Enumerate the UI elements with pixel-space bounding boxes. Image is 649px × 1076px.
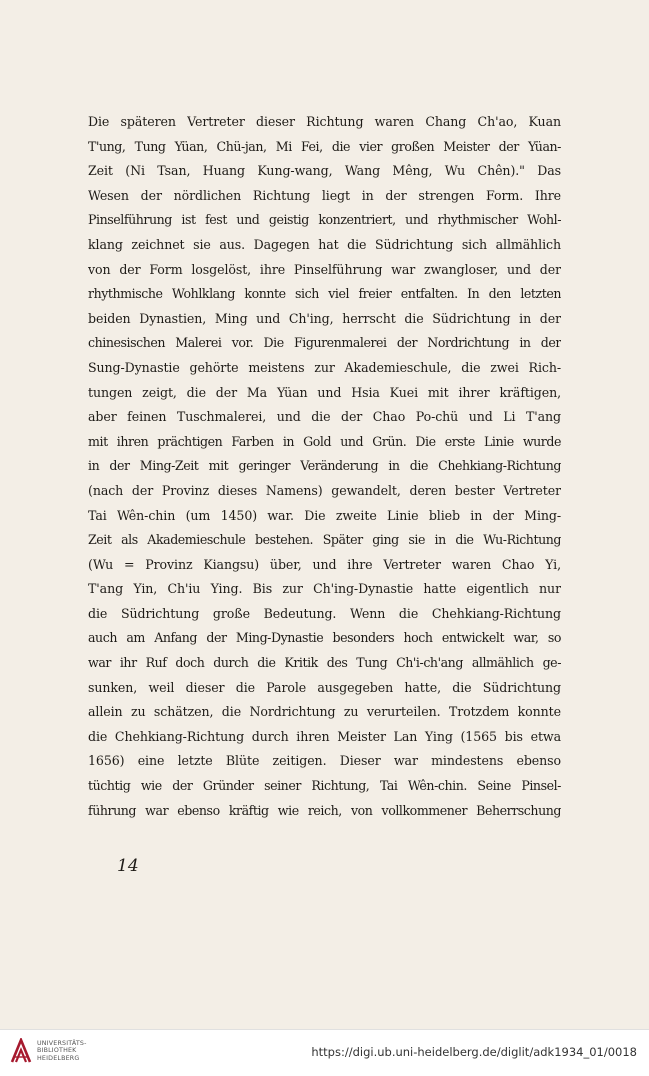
- text-line: allein zu schätzen, die Nordrichtung zu verurteilen. Trotzdem konnte: [88, 704, 561, 720]
- text-line: die Südrichtung große Bedeutung. Wenn die Chehkiang-Richtung: [88, 605, 561, 621]
- library-name-line: BIBLIOTHEK: [37, 1047, 77, 1055]
- text-line: von der Form losgelöst, ihre Pinselführung war zwangloser, und der: [88, 261, 561, 277]
- text-line: Tai Wên-chin (um 1450) war. Die zweite Linie blieb in der Ming-: [88, 507, 561, 523]
- text-line: sunken, weil dieser die Parole ausgegeben hatte, die Südrichtung: [88, 679, 561, 695]
- library-name-line: UNIVERSITÄTS-: [37, 1039, 87, 1047]
- footer-bar: [0, 1029, 649, 1076]
- text-line: die Chehkiang-Richtung durch ihren Meister Lan Ying (1565 bis etwa: [88, 728, 561, 744]
- text-line: 1656) eine letzte Blüte zeitigen. Dieser war mindestens ebenso: [88, 753, 561, 769]
- text-line: mit ihren prächtigen Farben in Gold und Grün. Die erste Linie wurde: [88, 433, 561, 449]
- text-line: auch am Anfang der Ming-Dynastie besonders hoch entwickelt war, so: [88, 630, 561, 646]
- text-line: beiden Dynastien, Ming und Ch'ing, herrscht die Südrichtung in der: [88, 310, 561, 326]
- text-line: rhythmische Wohlklang konnte sich viel freier entfalten. In den letzten: [88, 286, 561, 302]
- permalink-url[interactable]: https://digi.ub.uni-heidelberg.de/diglit/adk1934_01/0018: [311, 1045, 637, 1059]
- text-line: T'ang Yin, Ch'iu Ying. Bis zur Ch'ing-Dynastie hatte eigentlich nur: [88, 581, 561, 597]
- text-line: Zeit (Ni Tsan, Huang Kung-wang, Wang Mêng, Wu Chên)." Das: [88, 163, 561, 179]
- text-line: aber feinen Tuschmalerei, und die der Chao Po-chü und Li T'ang: [88, 409, 561, 425]
- text-line: tüchtig wie der Gründer seiner Richtung, Tai Wên-chin. Seine Pinsel-: [88, 778, 561, 794]
- library-name: [37, 1040, 87, 1062]
- text-line: T'ung, Tung Yüan, Chü-jan, Mi Fei, die vier großen Meister der Yüan-: [88, 138, 561, 154]
- university-seal-icon: [10, 1038, 32, 1064]
- text-line: chinesischen Malerei vor. Die Figurenmalerei der Nordrichtung in der: [88, 335, 561, 351]
- library-name-line: HEIDELBERG: [37, 1054, 80, 1062]
- text-line: tungen zeigt, die der Ma Yüan und Hsia Kuei mit ihrer kräftigen,: [88, 384, 561, 400]
- text-line: Zeit als Akademieschule bestehen. Später ging sie in die Wu-Richtung: [88, 532, 561, 548]
- text-line: Sung-Dynastie gehörte meistens zur Akademieschule, die zwei Rich-: [88, 359, 561, 375]
- library-logo[interactable]: [10, 1038, 87, 1064]
- text-line: (Wu = Provinz Kiangsu) über, und ihre Vertreter waren Chao Yi,: [88, 556, 561, 572]
- body-text: [88, 110, 561, 823]
- text-line: klang zeichnet sie aus. Dagegen hat die Südrichtung sich allmählich: [88, 236, 561, 252]
- text-line: war ihr Ruf doch durch die Kritik des Tung Ch'i-ch'ang allmählich ge-: [88, 655, 561, 671]
- text-line: (nach der Provinz dieses Namens) gewandelt, deren bester Vertreter: [88, 482, 561, 498]
- text-line: Pinselführung ist fest und geistig konzentriert, und rhythmischer Wohl-: [88, 212, 561, 228]
- text-line: in der Ming-Zeit mit geringer Veränderung in die Chehkiang-Richtung: [88, 458, 561, 474]
- text-line: führung war ebenso kräftig wie reich, von vollkommener Beherrschung: [88, 802, 561, 818]
- text-line: Die späteren Vertreter dieser Richtung waren Chang Ch'ao, Kuan: [88, 114, 561, 129]
- text-line: Wesen der nördlichen Richtung liegt in der strengen Form. Ihre: [88, 187, 561, 203]
- page-number: 14: [117, 856, 139, 876]
